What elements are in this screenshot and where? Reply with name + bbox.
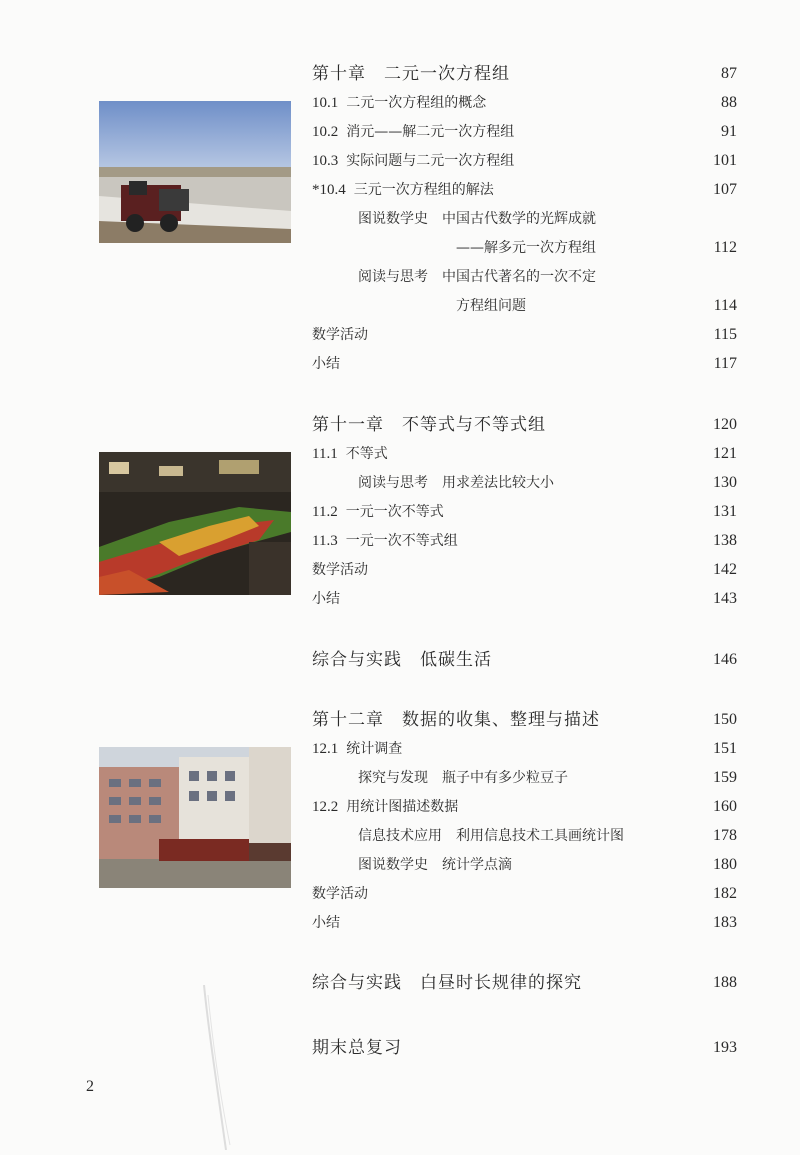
toc-entry-title: 小结 <box>312 915 340 931</box>
toc-entry-page: 88 <box>721 94 737 111</box>
scan-artifact <box>196 985 236 1150</box>
toc-entry-title: 阅读与思考 用求差法比较大小 <box>358 475 554 491</box>
toc-entry-page: 188 <box>713 974 737 991</box>
toc-entry[interactable] <box>312 558 737 582</box>
toc-entry-title: 数学活动 <box>312 886 368 902</box>
toc-entry-page: 115 <box>713 326 737 343</box>
toc-entry-page: 150 <box>713 711 737 728</box>
toc-entry-label <box>312 648 492 672</box>
toc-entry[interactable] <box>312 587 737 611</box>
toc-entry-title: 二元一次方程组的概念 <box>346 95 487 111</box>
toc-entry-label <box>312 795 458 819</box>
toc-entry[interactable] <box>358 853 737 877</box>
toc-entry[interactable] <box>312 178 737 202</box>
toc-entry-title: 信息技术应用 利用信息技术工具画统计图 <box>358 828 624 844</box>
toc-entry-title: 方程组问题 <box>456 298 526 314</box>
section-number: 11.3 <box>312 533 338 549</box>
toc-entry-page: 151 <box>713 740 737 757</box>
toc-entry[interactable] <box>312 120 737 144</box>
toc-entry-title: 数学活动 <box>312 327 368 343</box>
toc-entry-page: 159 <box>713 769 737 786</box>
page-number: 2 <box>86 1078 94 1095</box>
toc-entry-title: 第十二章 数据的收集、整理与描述 <box>312 710 600 730</box>
toc-entry-label <box>456 236 596 260</box>
section-number: 12.2 <box>312 799 339 815</box>
toc-entry-label <box>312 971 582 995</box>
toc-entry-label <box>456 294 526 318</box>
toc-entry[interactable] <box>456 294 737 318</box>
toc-entry-title: 图说数学史 中国古代数学的光辉成就 <box>358 211 596 227</box>
toc-entry[interactable] <box>312 149 737 173</box>
toc-entry-label <box>358 471 554 495</box>
toc-entry[interactable] <box>358 766 737 790</box>
toc-entry-page: 180 <box>713 856 737 873</box>
toc-entry[interactable] <box>312 1036 737 1060</box>
toc-entry-title: 综合与实践 白昼时长规律的探究 <box>312 973 582 993</box>
toc-entry-label <box>358 766 568 790</box>
toc-entry-page: 138 <box>713 532 737 549</box>
toc-entry-page: 143 <box>713 590 737 607</box>
toc-entry-label <box>312 882 368 906</box>
toc-entry[interactable] <box>312 500 737 524</box>
toc-entry-title: 用统计图描述数据 <box>346 799 459 815</box>
toc-entry-label <box>312 413 546 437</box>
section-number: 10.3 <box>312 153 339 169</box>
toc-entry[interactable] <box>312 91 737 115</box>
section-number: *10.4 <box>312 182 346 198</box>
toc-entry-page: 91 <box>721 123 737 140</box>
toc-entry-label <box>312 91 486 115</box>
toc-entry-page: 114 <box>713 297 737 314</box>
toc-entry-label <box>312 911 340 935</box>
toc-entry-page: 112 <box>713 239 737 256</box>
toc-entry-title: 期末总复习 <box>312 1038 402 1058</box>
toc-entry-title: 数学活动 <box>312 562 368 578</box>
toc-entry-label <box>312 62 510 86</box>
toc-entry[interactable] <box>358 207 737 231</box>
section-number: 10.2 <box>312 124 339 140</box>
toc-entry-label <box>358 207 596 231</box>
toc-entry[interactable] <box>312 62 737 86</box>
toc-entry[interactable] <box>312 323 737 347</box>
toc-entry-label <box>312 323 368 347</box>
toc-entry[interactable] <box>358 824 737 848</box>
toc-entry-label <box>312 1036 402 1060</box>
toc-entry-title: 一元一次不等式 <box>345 504 444 520</box>
toc-entry-label <box>312 708 600 732</box>
toc-entry-page: 120 <box>713 416 737 433</box>
toc-entry[interactable] <box>312 795 737 819</box>
toc-entry-page: 130 <box>713 474 737 491</box>
toc-entry-page: 121 <box>713 445 737 462</box>
section-number: 12.1 <box>312 741 339 757</box>
toc-entry-page: 183 <box>713 914 737 931</box>
toc-entry-page: 160 <box>713 798 737 815</box>
toc-entry[interactable] <box>358 471 737 495</box>
toc-entry-label <box>358 853 512 877</box>
toc-entry-page: 178 <box>713 827 737 844</box>
toc-entry[interactable] <box>312 882 737 906</box>
toc-entry[interactable] <box>312 529 737 553</box>
toc-entry-title: 实际问题与二元一次方程组 <box>346 153 515 169</box>
toc-entry-label <box>312 442 388 466</box>
toc-entry[interactable] <box>312 442 737 466</box>
toc-entry-page: 193 <box>713 1039 737 1056</box>
toc-entry-title: 小结 <box>312 356 340 372</box>
school-photo <box>99 747 291 888</box>
toc-entry-title: 第十一章 不等式与不等式组 <box>312 415 546 435</box>
toc-entry-title: 第十章 二元一次方程组 <box>312 64 510 84</box>
toc-entry-label <box>312 558 368 582</box>
toc-entry-label <box>312 587 340 611</box>
toc-entry[interactable] <box>312 911 737 935</box>
toc-entry[interactable] <box>358 265 737 289</box>
toc-entry-page: 131 <box>713 503 737 520</box>
toc-entry-label <box>312 120 514 144</box>
toc-entry-title: 综合与实践 低碳生活 <box>312 650 492 670</box>
toc-entry-title: 阅读与思考 中国古代著名的一次不定 <box>358 269 596 285</box>
toc-entry[interactable] <box>312 413 737 437</box>
toc-entry-label <box>312 737 402 761</box>
toc-entry-title: 探究与发现 瓶子中有多少粒豆子 <box>358 770 568 786</box>
toc-entry-title: 不等式 <box>345 446 388 462</box>
toc-entry-title: 三元一次方程组的解法 <box>353 182 494 198</box>
toc-entry-title: 统计调查 <box>346 741 403 757</box>
toc-entry-label <box>312 500 444 524</box>
toc-entry-label <box>358 265 596 289</box>
toc-entry-label <box>312 352 340 376</box>
toc-entry-label <box>312 178 494 202</box>
toc-entry-page: 101 <box>713 152 737 169</box>
section-number: 11.2 <box>312 504 338 520</box>
toc-entry[interactable] <box>312 971 737 995</box>
market-photo <box>99 452 291 595</box>
toc-entry-page: 107 <box>713 181 737 198</box>
toc-entry[interactable] <box>456 236 737 260</box>
toc-entry-label <box>312 149 514 173</box>
section-number: 11.1 <box>312 446 338 462</box>
toc-entry-page: 146 <box>713 651 737 668</box>
toc-entry[interactable] <box>312 737 737 761</box>
toc-entry-title: 图说数学史 统计学点滴 <box>358 857 512 873</box>
section-number: 10.1 <box>312 95 339 111</box>
toc-entry[interactable] <box>312 352 737 376</box>
toc-entry-page: 87 <box>721 65 737 82</box>
toc-entry-page: 142 <box>713 561 737 578</box>
toc-entry[interactable] <box>312 708 737 732</box>
toc-entry-title: 小结 <box>312 591 340 607</box>
toc-entry-title: 一元一次不等式组 <box>345 533 458 549</box>
harvester-photo <box>99 101 291 243</box>
toc-entry-page: 182 <box>713 885 737 902</box>
toc-entry-label <box>312 529 458 553</box>
toc-entry[interactable] <box>312 648 737 672</box>
toc-entry-page: 117 <box>713 355 737 372</box>
toc-entry-title: 消元——解二元一次方程组 <box>346 124 515 140</box>
toc-entry-label <box>358 824 624 848</box>
toc-entry-title: ——解多元一次方程组 <box>456 240 596 256</box>
